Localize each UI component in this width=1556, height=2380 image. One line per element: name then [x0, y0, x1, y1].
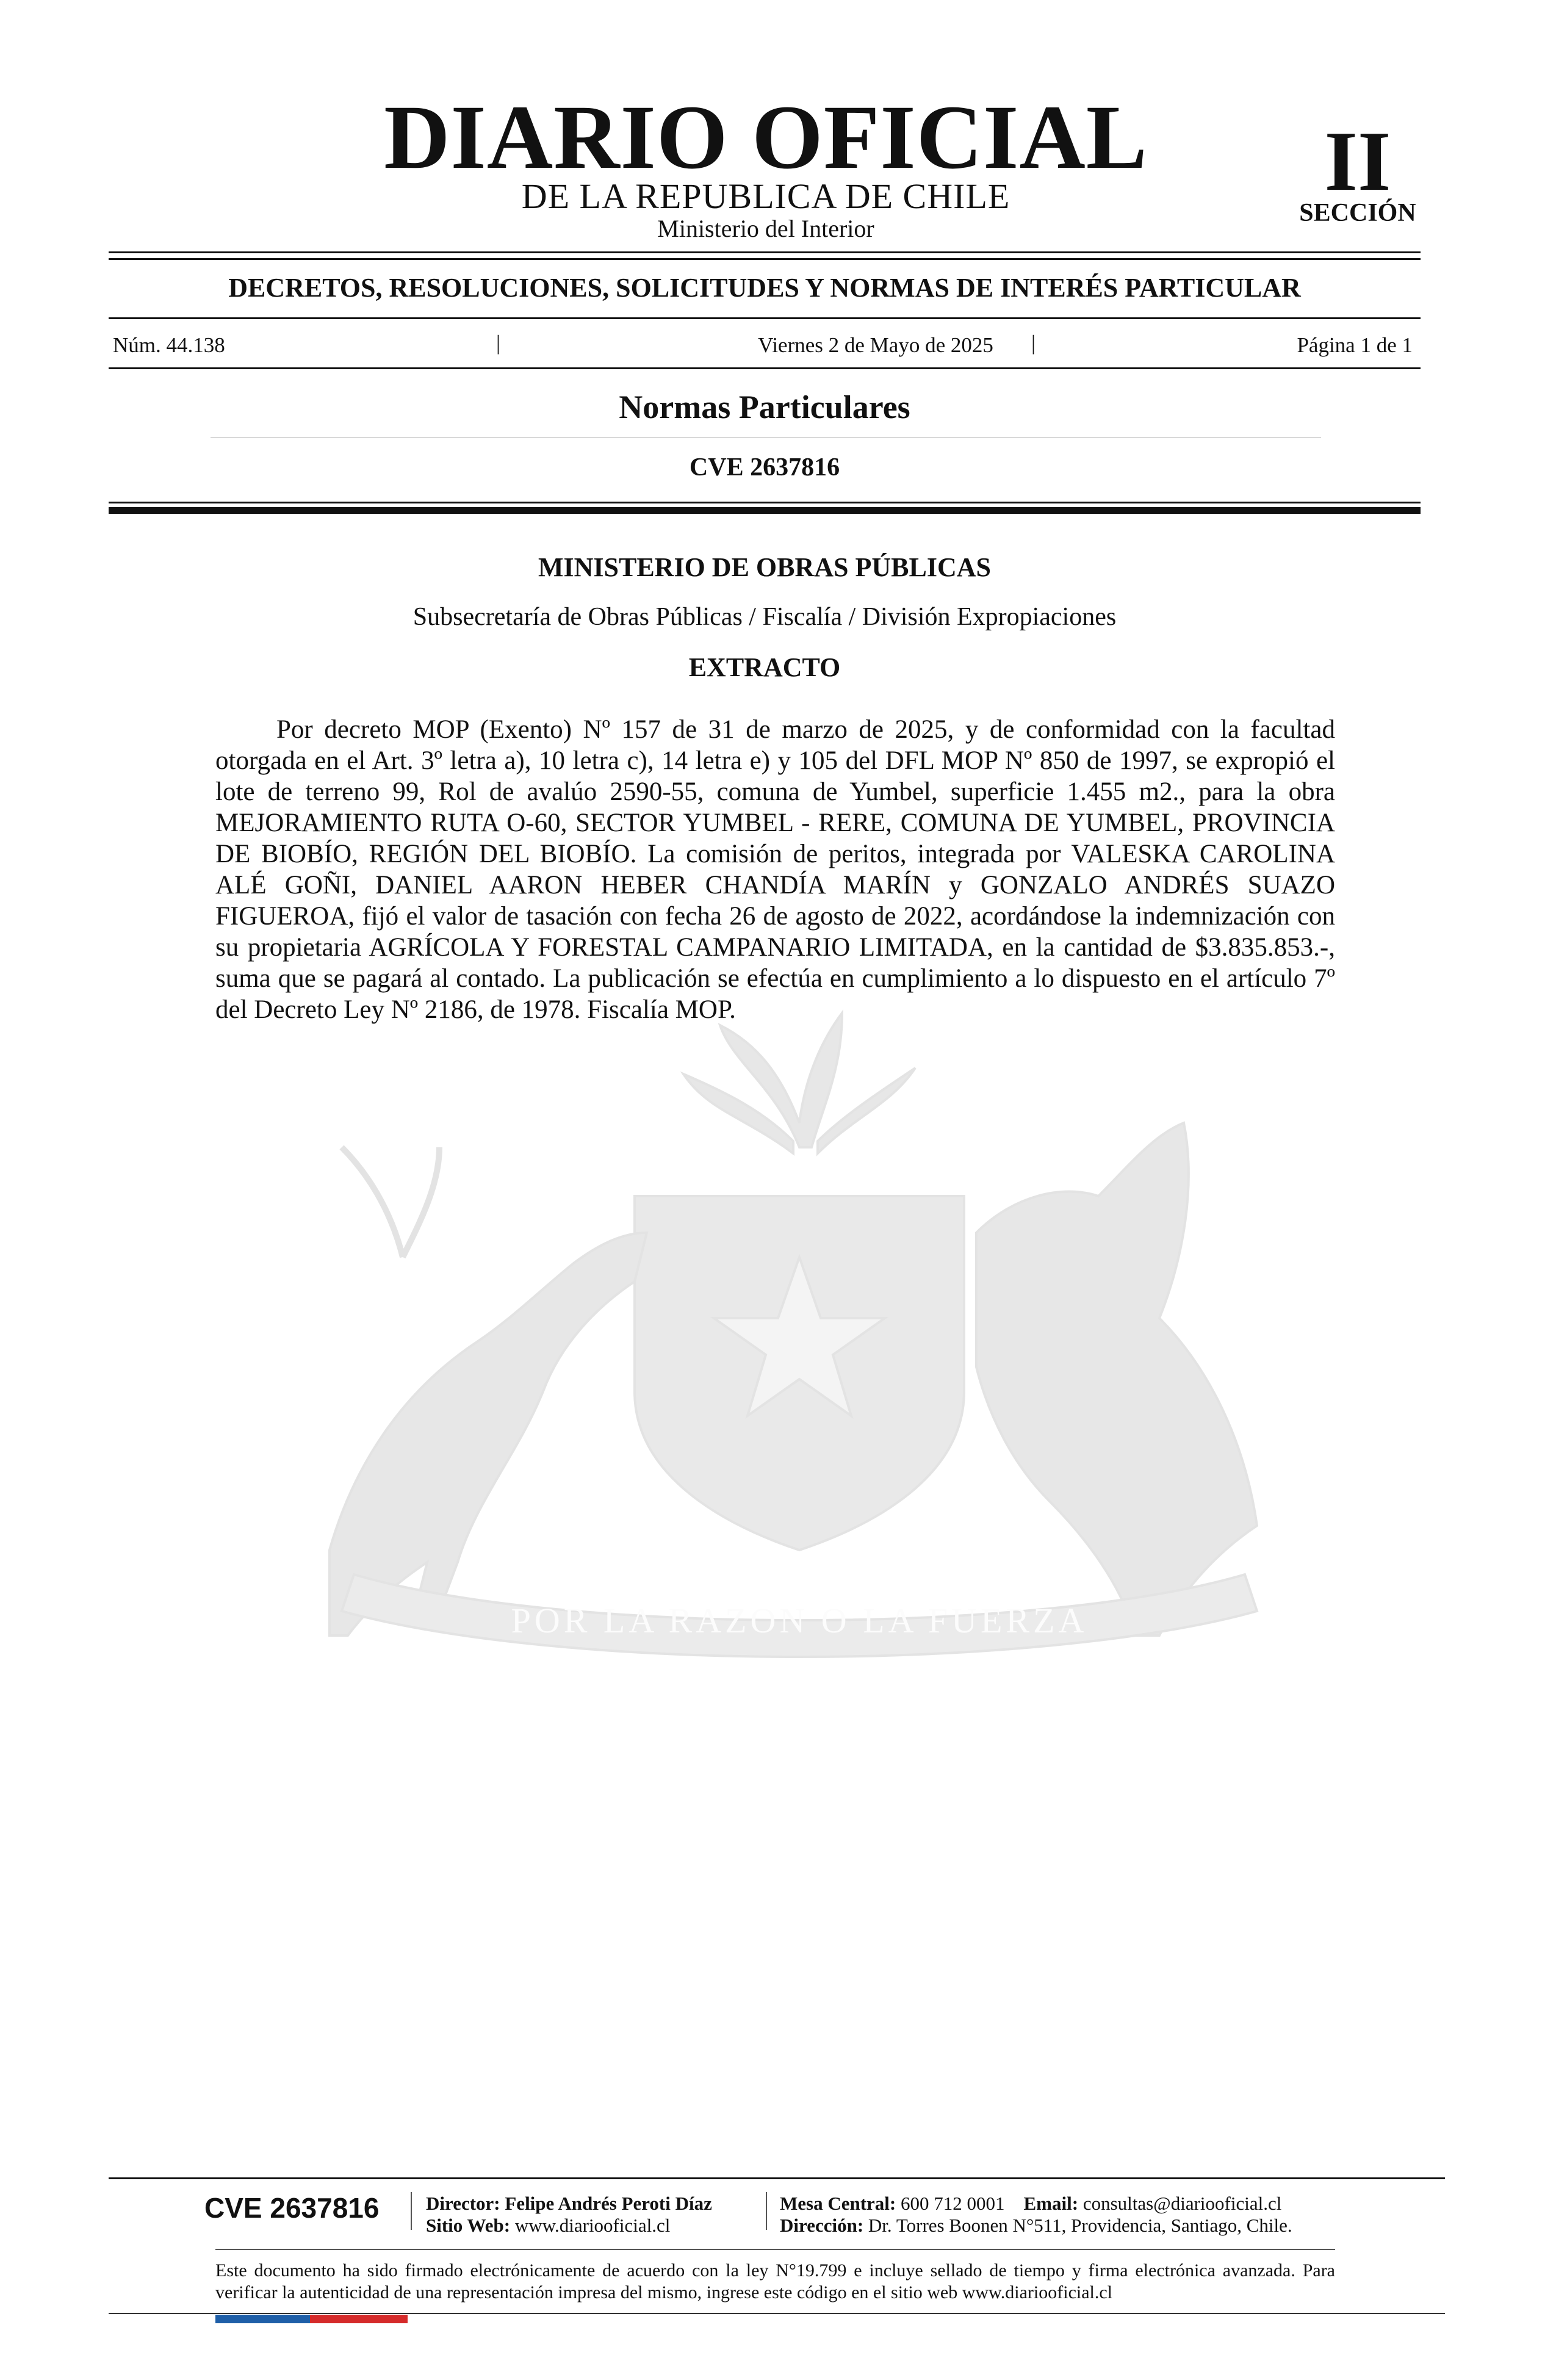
section-title: Normas Particulares [619, 389, 910, 425]
phone-label: Mesa Central: [780, 2193, 896, 2214]
masthead-ministry: Ministerio del Interior [657, 215, 874, 242]
director-name: Felipe Andrés Peroti Díaz [505, 2193, 712, 2214]
issue-date: Viernes 2 de Mayo de 2025 [758, 333, 993, 357]
header-divider [109, 251, 1421, 253]
footer-cve-code: CVE 2637816 [204, 2192, 380, 2224]
section-divider-thick [109, 507, 1421, 514]
footer-signature-notice: Este documento ha sido firmado electrónicamente de acuerdo con la ley N°19.799 e incluye sellado de tiempo y firma electrónica avanzada. Para verificar la autenticidad de una representación impresa del mismo, ingrese este código en el sitio web www.diariooficial.cl [215, 2260, 1335, 2302]
footer-separator [411, 2192, 412, 2230]
footer-divider-top [109, 2177, 1445, 2179]
document-type: EXTRACTO [688, 652, 841, 682]
director-label: Director: [426, 2193, 500, 2214]
flag-stripe-red [310, 2315, 408, 2323]
meta-divider-top [109, 317, 1421, 319]
footer-separator [766, 2192, 767, 2230]
email-label: Email: [1023, 2193, 1079, 2214]
flag-stripe-blue [215, 2315, 310, 2323]
meta-separator: | [496, 331, 501, 355]
website-link[interactable]: www.diariooficial.cl [514, 2215, 671, 2236]
website-label: Sitio Web: [426, 2215, 511, 2236]
issue-number: Núm. 44.138 [113, 333, 225, 357]
section-divider [109, 502, 1421, 503]
address-label: Dirección: [780, 2215, 864, 2236]
footer-address [780, 2216, 1292, 2235]
phone-number: 600 712 0001 [901, 2193, 1005, 2214]
footer-website [426, 2216, 670, 2235]
footer-divider-bottom [109, 2313, 1445, 2314]
footer-divider-mid [215, 2249, 1335, 2250]
masthead-subtitle: DE LA REPUBLICA DE CHILE [521, 176, 1010, 216]
masthead-title: DIARIO OFICIAL [384, 87, 1148, 188]
category-heading: DECRETOS, RESOLUCIONES, SOLICITUDES Y NORMAS DE INTERÉS PARTICULAR [228, 273, 1301, 303]
watermark-motto: POR LA RAZON O LA FUERZA [511, 1601, 1088, 1640]
section-underline [211, 437, 1321, 438]
meta-separator: | [1031, 331, 1036, 355]
ministry-subheading: Subsecretaría de Obras Públicas / Fiscalía / División Expropiaciones [412, 603, 1117, 631]
address-value: Dr. Torres Boonen N°511, Providencia, Santiago, Chile. [868, 2215, 1292, 2236]
footer-director [426, 2194, 712, 2213]
section-label: SECCIÓN [1299, 199, 1416, 227]
meta-divider-bottom [109, 367, 1421, 369]
ministry-heading: MINISTERIO DE OBRAS PÚBLICAS [538, 552, 992, 582]
section-number: II [1324, 114, 1391, 209]
footer-contact [780, 2194, 1281, 2213]
email-link[interactable]: consultas@diariooficial.cl [1082, 2193, 1282, 2214]
coat-of-arms-watermark-icon [256, 1001, 1342, 1672]
extract-body: Por decreto MOP (Exento) Nº 157 de 31 de marzo de 2025, y de conformidad con la facultad otorgada en el Art. 3º letra a), 10 letra c), 14 letra e) y 105 del DFL MOP Nº 850 de 1997, se expropió el lote de terreno 99, Rol de avalúo 2590-55, comuna de Yumbel, superficie 1.455 m2., para la obra MEJORAMIENTO RUTA O-60, SECTOR YUMBEL - RERE, COMUNA DE YUMBEL, PROVINCIA DE BIOBÍO, REGIÓN DEL BIOBÍO. La comisión de peritos, integrada por VALESKA CAROLINA ALÉ GOÑI, DANIEL AARON HEBER CHANDÍA MARÍN y GONZALO ANDRÉS SUAZO FIGUEROA, fijó el valor de tasación con fecha 26 de agosto de 2022, acordándose la indemnización con su propietaria AGRÍCOLA Y FORESTAL CAMPANARIO LIMITADA, en la cantidad de $3.835.853.-, suma que se pagará al contado. La publicación se efectúa en cumplimiento a lo dispuesto en el artículo 7º del Decreto Ley Nº 2186, de 1978. Fiscalía MOP. [215, 715, 1335, 1024]
header-divider [109, 258, 1421, 260]
page-indicator: Página 1 de 1 [1297, 333, 1413, 357]
cve-code: CVE 2637816 [689, 453, 840, 481]
